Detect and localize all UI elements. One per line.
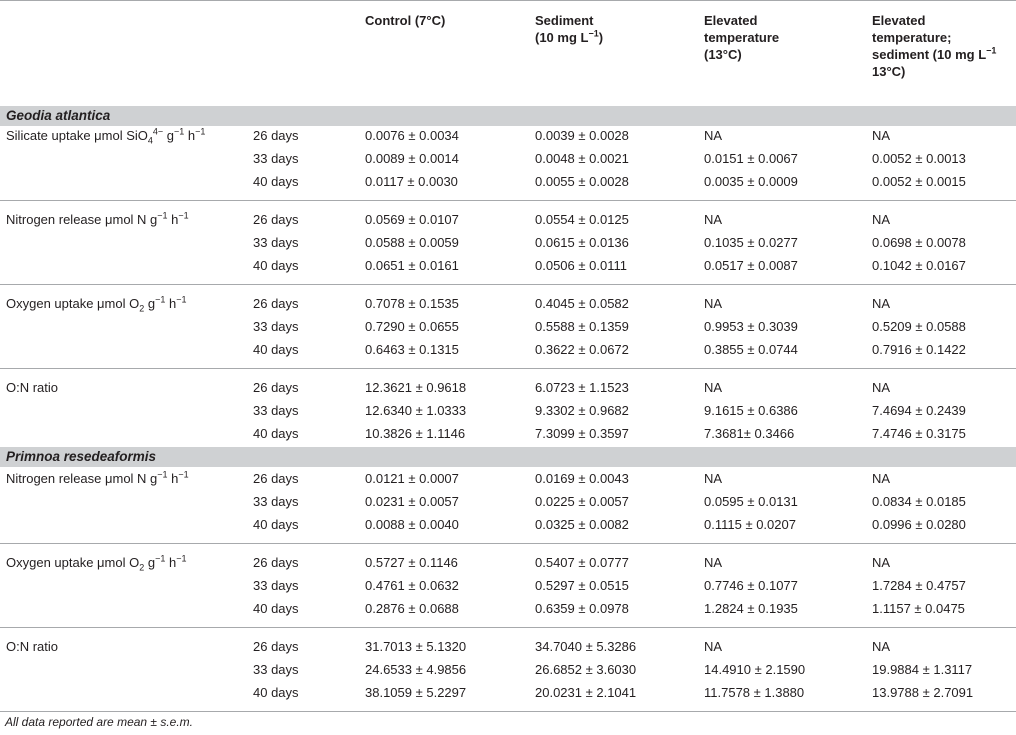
- value-cell: NA: [704, 128, 723, 143]
- value-cell: 0.0048 ± 0.0021: [535, 151, 629, 166]
- day-label: 33 days: [253, 319, 299, 334]
- day-label: 40 days: [253, 174, 299, 189]
- value-cell: NA: [704, 471, 723, 486]
- group-divider: [0, 200, 1016, 201]
- value-cell: 7.3681± 0.3466: [704, 426, 795, 441]
- day-label: 26 days: [253, 212, 299, 227]
- measure-label: Silicate uptake μmol SiO$_4^{4-}$ $g^{-1}$ $h^{-1}$: [6, 126, 206, 146]
- value-cell: 0.0834 ± 0.0185: [872, 494, 966, 509]
- header-col4-line3: sediment (10 mg $L^{-1}$: [872, 45, 997, 62]
- value-cell: 0.7746 ± 0.1077: [704, 578, 798, 593]
- day-label: 40 days: [253, 601, 299, 616]
- value-cell: 0.7916 ± 0.1422: [872, 342, 966, 357]
- measure-label: Oxygen uptake μmol $O_2$ $g^{-1}$ $h^{-1}$: [6, 553, 187, 573]
- value-cell: 0.1042 ± 0.0167: [872, 258, 966, 273]
- value-cell: 0.0089 ± 0.0014: [365, 151, 459, 166]
- value-cell: 13.9788 ± 2.7091: [872, 685, 974, 700]
- value-cell: NA: [872, 296, 891, 311]
- day-label: 33 days: [253, 403, 299, 418]
- value-cell: 0.0088 ± 0.0040: [365, 517, 459, 532]
- value-cell: NA: [704, 555, 723, 570]
- value-cell: 0.0225 ± 0.0057: [535, 494, 629, 509]
- measure-label: Nitrogen release μmol N $g^{-1}$ $h^{-1}$: [6, 469, 189, 486]
- value-cell: 0.0169 ± 0.0043: [535, 471, 629, 486]
- value-cell: NA: [872, 128, 891, 143]
- table-footnote: All data reported are mean ± s.e.m.: [5, 715, 194, 729]
- day-label: 26 days: [253, 555, 299, 570]
- value-cell: 0.0569 ± 0.0107: [365, 212, 459, 227]
- value-cell: 0.4045 ± 0.0582: [535, 296, 629, 311]
- value-cell: 0.0121 ± 0.0007: [365, 471, 459, 486]
- value-cell: 0.0651 ± 0.0161: [365, 258, 459, 273]
- day-label: 33 days: [253, 235, 299, 250]
- value-cell: 24.6533 ± 4.9856: [365, 662, 467, 677]
- value-cell: 0.5209 ± 0.0588: [872, 319, 966, 334]
- day-label: 40 days: [253, 342, 299, 357]
- value-cell: 0.0117 ± 0.0030: [365, 174, 458, 189]
- value-cell: 0.6463 ± 0.1315: [365, 342, 459, 357]
- day-label: 33 days: [253, 494, 299, 509]
- day-label: 26 days: [253, 128, 299, 143]
- value-cell: 0.6359 ± 0.0978: [535, 601, 629, 616]
- value-cell: 34.7040 ± 5.3286: [535, 639, 637, 654]
- value-cell: NA: [872, 380, 891, 395]
- day-label: 40 days: [253, 258, 299, 273]
- value-cell: 1.1157 ± 0.0475: [872, 601, 965, 616]
- value-cell: 0.1035 ± 0.0277: [704, 235, 798, 250]
- group-divider: [0, 368, 1016, 369]
- value-cell: 0.5407 ± 0.0777: [535, 555, 629, 570]
- value-cell: 0.0231 ± 0.0057: [365, 494, 459, 509]
- table-top-rule: [0, 0, 1016, 1]
- value-cell: 0.0996 ± 0.0280: [872, 517, 966, 532]
- value-cell: 12.6340 ± 1.0333: [365, 403, 467, 418]
- value-cell: NA: [872, 639, 891, 654]
- value-cell: NA: [704, 296, 723, 311]
- value-cell: 0.0039 ± 0.0028: [535, 128, 629, 143]
- value-cell: 0.9953 ± 0.3039: [704, 319, 798, 334]
- measure-label: Nitrogen release μmol N $g^{-1}$ $h^{-1}$: [6, 210, 189, 227]
- group-divider: [0, 627, 1016, 628]
- value-cell: 26.6852 ± 3.6030: [535, 662, 637, 677]
- group-divider: [0, 284, 1016, 285]
- value-cell: 0.0595 ± 0.0131: [704, 494, 798, 509]
- value-cell: 0.0076 ± 0.0034: [365, 128, 459, 143]
- species-name: Primnoa resedeaformis: [6, 449, 157, 464]
- species-band: [0, 106, 1016, 126]
- header-sediment-units: (10 mg $L^{-1}$): [535, 28, 604, 45]
- value-cell: 7.4746 ± 0.3175: [872, 426, 966, 441]
- measure-label: O:N ratio: [6, 380, 59, 395]
- value-cell: 0.0325 ± 0.0082: [535, 517, 629, 532]
- value-cell: 0.3855 ± 0.0744: [704, 342, 798, 357]
- value-cell: NA: [704, 639, 723, 654]
- value-cell: 20.0231 ± 2.1041: [535, 685, 637, 700]
- value-cell: 0.0035 ± 0.0009: [704, 174, 798, 189]
- value-cell: 9.3302 ± 0.9682: [535, 403, 629, 418]
- day-label: 40 days: [253, 517, 299, 532]
- value-cell: 0.5297 ± 0.0515: [535, 578, 629, 593]
- value-cell: 0.0517 ± 0.0087: [704, 258, 798, 273]
- value-cell: 0.0698 ± 0.0078: [872, 235, 966, 250]
- value-cell: 0.0506 ± 0.0111: [535, 258, 627, 273]
- value-cell: NA: [704, 380, 723, 395]
- group-divider: [0, 711, 1016, 712]
- day-label: 26 days: [253, 471, 299, 486]
- value-cell: 1.7284 ± 0.4757: [872, 578, 966, 593]
- value-cell: 9.1615 ± 0.6386: [704, 403, 798, 418]
- value-cell: 0.0615 ± 0.0136: [535, 235, 629, 250]
- value-cell: NA: [872, 555, 891, 570]
- value-cell: 6.0723 ± 1.1523: [535, 380, 629, 395]
- species-name: Geodia atlantica: [6, 108, 111, 123]
- value-cell: 7.4694 ± 0.2439: [872, 403, 966, 418]
- day-label: 26 days: [253, 380, 299, 395]
- value-cell: 10.3826 ± 1.1146: [365, 426, 466, 441]
- header-sediment: Sediment (10 mg $L^{-1}$): [535, 13, 604, 45]
- value-cell: 0.4761 ± 0.0632: [365, 578, 459, 593]
- value-cell: 0.0052 ± 0.0015: [872, 174, 966, 189]
- value-cell: 38.1059 ± 5.2297: [365, 685, 467, 700]
- header-elevated-temp: Elevated temperature (13°C): [704, 13, 780, 62]
- day-label: 33 days: [253, 151, 299, 166]
- day-label: 26 days: [253, 639, 299, 654]
- measure-label: Oxygen uptake μmol $O_2$ $g^{-1}$ $h^{-1}$: [6, 294, 187, 314]
- value-cell: 0.2876 ± 0.0688: [365, 601, 459, 616]
- day-label: 33 days: [253, 578, 299, 593]
- day-label: 26 days: [253, 296, 299, 311]
- species-band: [0, 447, 1016, 467]
- value-cell: 0.0588 ± 0.0059: [365, 235, 459, 250]
- value-cell: 0.5588 ± 0.1359: [535, 319, 629, 334]
- value-cell: 0.3622 ± 0.0672: [535, 342, 629, 357]
- group-divider: [0, 543, 1016, 544]
- value-cell: 11.7578 ± 1.3880: [704, 685, 805, 700]
- value-cell: 0.0151 ± 0.0067: [704, 151, 798, 166]
- value-cell: 0.1115 ± 0.0207: [704, 517, 796, 532]
- day-label: 33 days: [253, 662, 299, 677]
- value-cell: 12.3621 ± 0.9618: [365, 380, 467, 395]
- header-control: Control (7°C): [365, 13, 446, 28]
- day-label: 40 days: [253, 685, 299, 700]
- value-cell: 7.3099 ± 0.3597: [535, 426, 629, 441]
- value-cell: 0.5727 ± 0.1146: [365, 555, 458, 570]
- measure-label: O:N ratio: [6, 639, 59, 654]
- value-cell: 0.0554 ± 0.0125: [535, 212, 629, 227]
- value-cell: NA: [872, 471, 891, 486]
- value-cell: 0.0052 ± 0.0013: [872, 151, 966, 166]
- value-cell: 0.7078 ± 0.1535: [365, 296, 459, 311]
- value-cell: NA: [704, 212, 723, 227]
- value-cell: 14.4910 ± 2.1590: [704, 662, 806, 677]
- value-cell: 1.2824 ± 0.1935: [704, 601, 798, 616]
- value-cell: 0.7290 ± 0.0655: [365, 319, 459, 334]
- value-cell: 0.0055 ± 0.0028: [535, 174, 629, 189]
- day-label: 40 days: [253, 426, 299, 441]
- value-cell: 19.9884 ± 1.3117: [872, 662, 973, 677]
- header-elevated-temp-sediment: Elevated temperature; sediment (10 mg $L^{-1}$ 13°C): [872, 13, 997, 79]
- value-cell: 31.7013 ± 5.1320: [365, 639, 467, 654]
- value-cell: NA: [872, 212, 891, 227]
